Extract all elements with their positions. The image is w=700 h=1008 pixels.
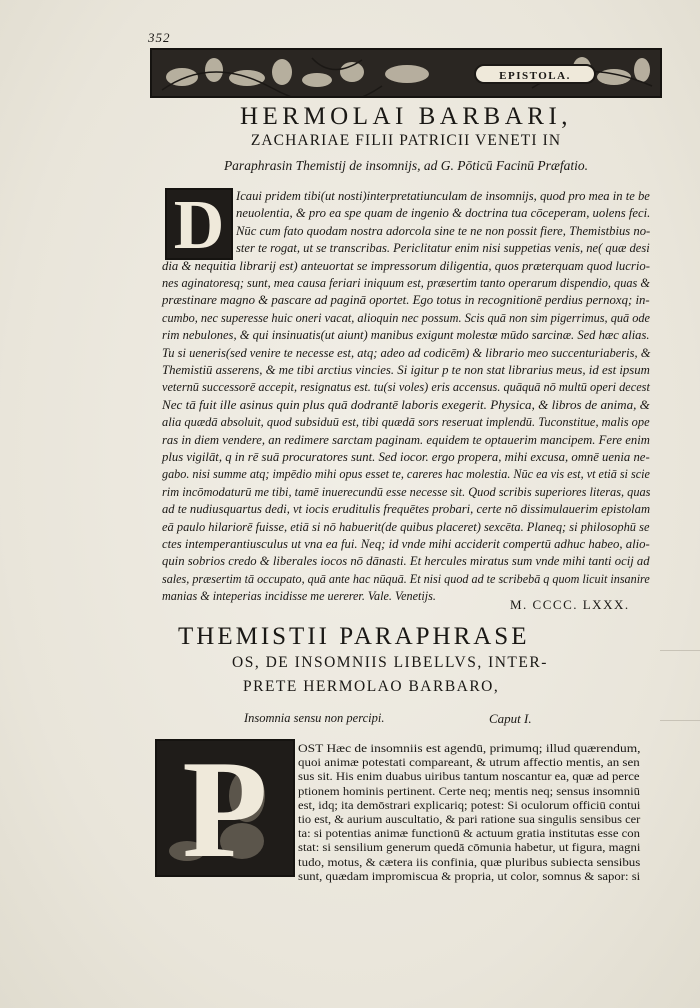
ornamental-header-banner xyxy=(150,48,662,98)
marginal-note: Insomnia sensu non percipi. xyxy=(244,711,385,725)
letter-line: rim nebulones, & qui insinuatis(ut aiunt) manibus exigunt molestæ mūdo sarcinæ. Sed hæc alias. xyxy=(162,328,650,343)
letter-line: cumbo, nec superesse huic oneri vacat, alioquin nec possum. Scis quā non sim pigerrimus, quā ode xyxy=(162,310,650,325)
letter-line: eā paulo hilariorē fuisse, etiā si nō habuerit(de quibus placeret) sexcēta. Planeq; si philosophū se xyxy=(162,519,650,534)
show-through-mark xyxy=(660,650,700,651)
letter-line: præstinare magno & pascare ad paginā oportet. Ego totus in recognitionē perdius pernoxq; in- xyxy=(162,293,650,308)
letter-line: plus vigilāt, q in rē suā procuratores sunt. Sed iocor. ergo propera, mihi excusa, omnē uenia ne- xyxy=(162,450,650,464)
preface-heading: Paraphrasin Themistij de insomnijs, ad G. Pōticū Facinū Præfatio. xyxy=(223,158,589,173)
letter-line: ad te nudiusquartus dedi, vt iocis eruditulis frequētes probari, certe nō dissimulauerim epistolam xyxy=(162,502,651,517)
letter-line: ctes intemperantiusculus ut vna ea fui. Neq; id vnde mihi acciderit compertū adhuc habeo, alio- xyxy=(162,537,650,551)
letter-line: gabo. nisi summe atq; impēdio mihi opus esset te, careres hac molestia. Nūc ea vis est, vt etiā si scie xyxy=(162,467,650,482)
author-title: HERMOLAI BARBARI, xyxy=(239,103,573,130)
letter-line: Tu si ueneris(sed venire te necesse est, atq; adeo ad codicēm) & librario meo succenturiaberis, & xyxy=(162,345,651,360)
letter-line: Nec tā fuit ille asinus quin plus quā dodrantē laboris exegerit. Physica, & libros de anima, & xyxy=(162,397,650,412)
letter-line: ster te rogat, ut se transcribas. Periclitatur enim nisi suppetias venis, ne( quæ desi xyxy=(236,241,650,256)
chapter-line: est, idq; ita demōstrari explicariq; potest: Si oculorum officiū contui xyxy=(298,797,641,812)
chapter-line: sus sit. His enim duabus uiribus tantum noscantur ea, quæ ad perce xyxy=(298,769,640,784)
letter-line: Themistiū asserens, & me tibi arctius vincies. Si igitur p te non stat librarius meus, id est ipsum xyxy=(162,363,650,377)
chapter-line: stat: si sensilium generum quedā cōmunia habetur, ut figura, magni xyxy=(298,840,641,855)
chapter-line: ptionem hominis pertinent. Certe neq; mentis neq; sensus insomniū xyxy=(298,783,640,798)
chapter-line: tio est, & aurium auscultatio, & pari ratione sua singulis sensibus cer xyxy=(298,812,641,826)
letter-date: M. CCCC. LXXX. xyxy=(510,597,630,612)
letter-line: sales, præsertim tā occupato, quā ante hac nūquā. Et nisi quod ad te scribebā q quom licuit insanire xyxy=(162,571,650,586)
section-label: EPISTOLA. xyxy=(474,64,596,84)
letter-line: quin sobrios credo & liberales iocos nō dānasti. Et hercules miratus sum vnde mihi tanti ocij ad xyxy=(162,554,650,569)
letter-line: veternū successorē accepit, resignatus est. tu(si voles) eris accensus. quāquā nō multū operi decest xyxy=(162,380,650,395)
letter-line: ras in diem vendere, an redimere sarctam paginam. equidem te optauerim mancipem. Fere enim xyxy=(162,432,650,447)
chapter-line: sunt, quædam impromiscua & propria, ut color, somnus & sapor: si xyxy=(298,868,641,883)
initial-letter: P xyxy=(182,739,268,877)
decorated-initial-d xyxy=(165,188,233,260)
chapter-heading: Caput I. xyxy=(489,711,532,726)
author-subtitle: ZACHARIAE FILII PATRICII VENETI IN xyxy=(250,132,562,149)
show-through-mark xyxy=(660,720,700,721)
initial-letter: D xyxy=(173,188,225,260)
letter-line: Nūc cum fato quodam nostra adorcola sine te ne non possit fiere, Themistbius no- xyxy=(236,223,651,238)
page-number: 352 xyxy=(148,30,171,45)
chapter-line: OST Hæc de insomniis est agendū, primumq; illud quærendum, xyxy=(298,741,641,755)
chapter-line: ta: si potentias animæ functionū & actuum gratia institutas esse con xyxy=(298,826,640,841)
letter-line: manias & inteperias incidisse me uererer. Vale. Venetijs. xyxy=(162,589,436,604)
letter-line: Icaui pridem tibi(ut nosti)interpretatiunculam de insomnijs, quod pro mea in te be xyxy=(236,189,650,203)
letter-line: neuolentia, & pro ea spe quam de ingenio & doctrina tua cōceperam, uolens feci. xyxy=(236,206,651,221)
treatise-title: THEMISTII PARAPHRASE xyxy=(178,623,530,650)
chapter-line: tudo, motus, & cætera iis confinia, quæ pluribus subiecta sensibus xyxy=(298,854,641,869)
chapter-line: quoi animæ potestati compareant, & utrum affectio mentis, an sen xyxy=(298,755,640,770)
letter-line: alia quædā absoluit, quod subsiduū est, tibi quædā sors reseruat implendū. Tuconstitue, malis ope xyxy=(162,415,650,430)
letter-line: rim incōmodaturū me tibi, tamē inuerecundū esse necesse sit. Quod scribis superiores literas, quas xyxy=(162,484,651,499)
letter-line: nes aginatoresq; sunt, mea causa feriari iniquum est, præsertim tanto operarum dispendio, quas & xyxy=(162,276,650,290)
decorated-initial-p xyxy=(155,739,295,877)
treatise-translator: PRETE HERMOLAO BARBARO, xyxy=(243,678,500,695)
treatise-subtitle: OS, DE INSOMNIIS LIBELLVS, INTER- xyxy=(232,654,548,671)
letter-line: dia & nequitia librarij est) anteuortat se impressorum diligentia, quos præterquam quod lucrio- xyxy=(162,258,650,273)
